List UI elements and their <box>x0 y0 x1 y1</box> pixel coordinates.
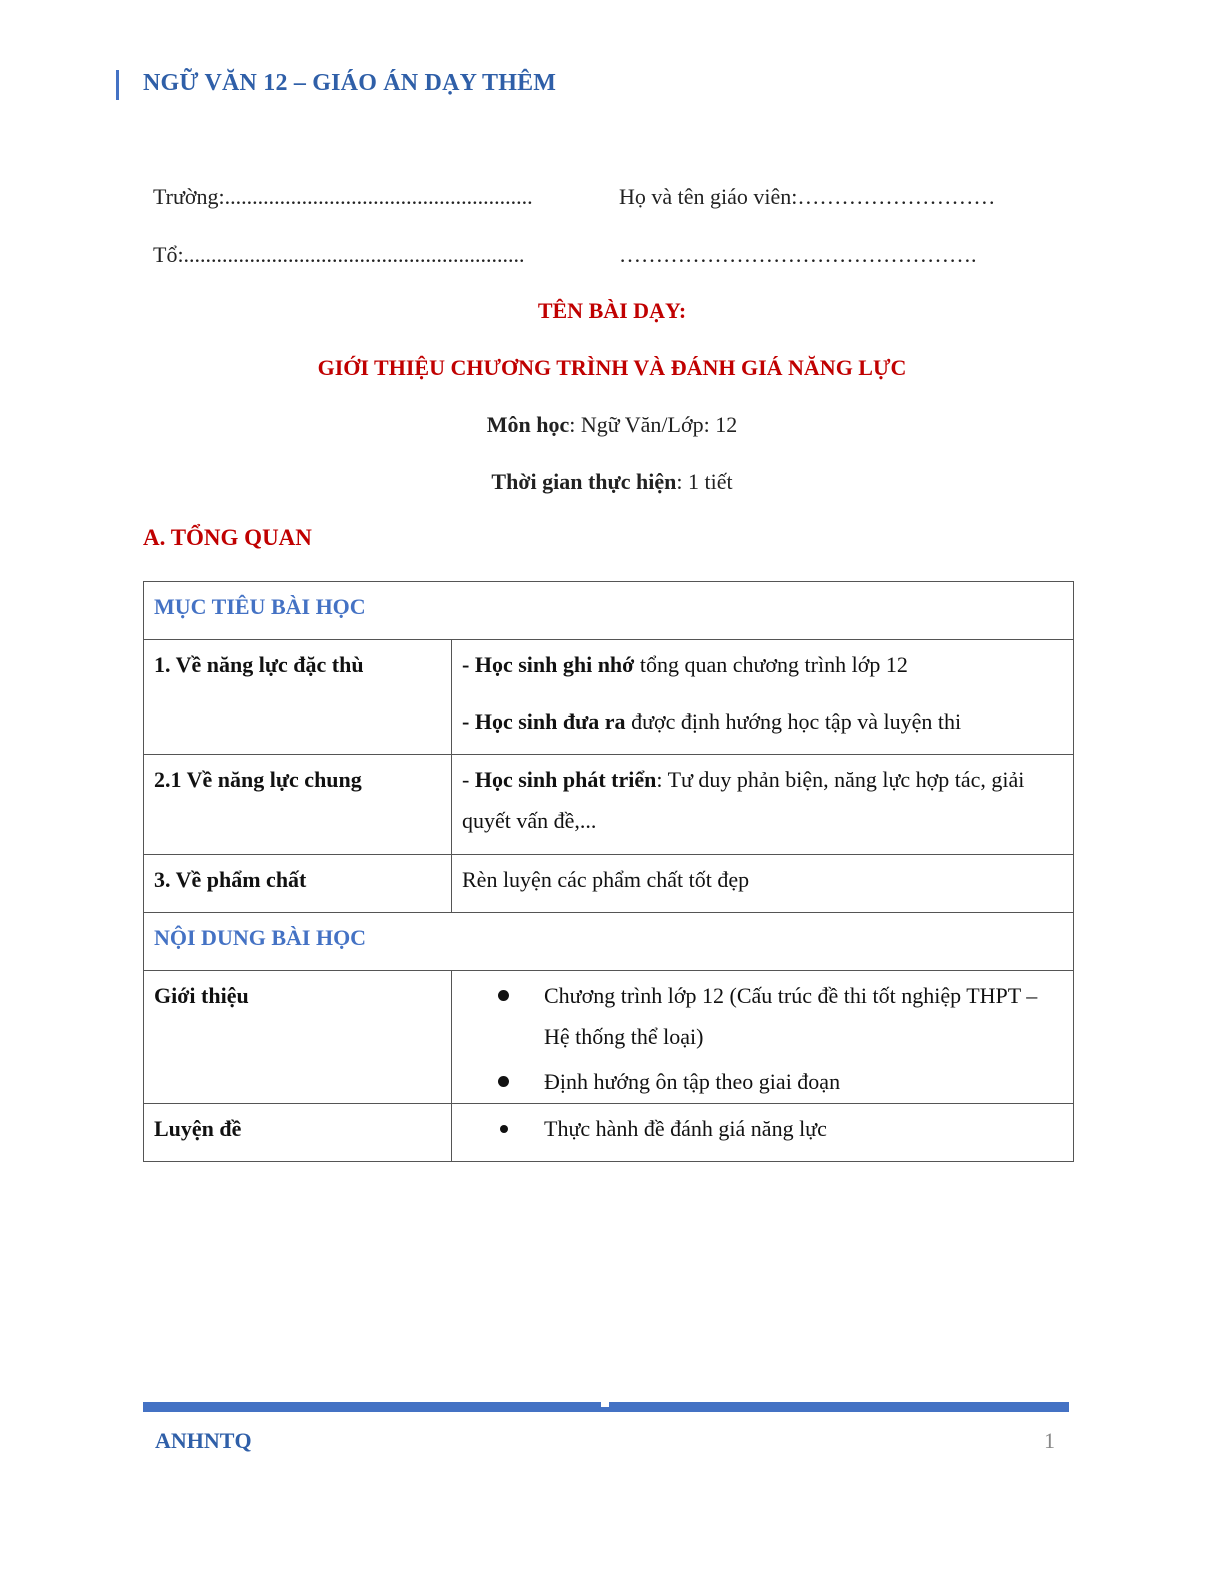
row-content <box>452 640 1074 755</box>
lesson-title: GIỚI THIỆU CHƯƠNG TRÌNH VÀ ĐÁNH GIÁ NĂNG LỰC <box>317 355 907 380</box>
content-line <box>462 644 1063 685</box>
bullet-list <box>462 1108 1063 1149</box>
body-text: được định hướng học tập và luyện thi <box>625 709 962 734</box>
row-label: Giới thiệu <box>144 971 452 1104</box>
school-field: Trường:........................................................ <box>153 184 533 209</box>
lesson-plan-table <box>143 581 1074 1162</box>
header-title: NGỮ VĂN 12 – GIÁO ÁN DẠY THÊM <box>143 70 557 96</box>
table-row <box>144 913 1074 971</box>
dash-prefix: - <box>462 767 475 792</box>
section-heading-a: A. TỔNG QUAN <box>143 525 312 550</box>
subject-line <box>0 412 1224 438</box>
row-content <box>452 755 1074 855</box>
objectives-heading: MỤC TIÊU BÀI HỌC <box>144 582 1074 640</box>
table-row <box>144 855 1074 913</box>
footer-author: ANHNTQ <box>155 1428 252 1453</box>
row-label: Luyện đề <box>144 1104 452 1162</box>
table-row <box>144 755 1074 855</box>
row-label: 3. Về phẩm chất <box>144 855 452 913</box>
body-text: : Tư duy phản biện, năng lực hợp tác, giải quyết vấn đề,... <box>462 767 1025 833</box>
bold-text: Học sinh phát triển <box>474 767 657 792</box>
list-item: Chương trình lớp 12 (Cấu trúc đề thi tốt nghiệp THPT – Hệ thống thể loại) <box>498 975 1063 1057</box>
lesson-label: TÊN BÀI DẠY: <box>537 298 687 323</box>
row-content: Rèn luyện các phẩm chất tốt đẹp <box>452 855 1074 913</box>
list-item: Định hướng ôn tập theo giai đoạn <box>498 1061 1063 1102</box>
teacher-name-field: Họ và tên giáo viên:……………………… <box>619 184 996 209</box>
subject-label: Môn học <box>486 412 570 437</box>
duration-line <box>0 469 1224 495</box>
duration-label: Thời gian thực hiện <box>491 469 677 494</box>
row-label: 1. Về năng lực đặc thù <box>144 640 452 755</box>
row-content <box>452 1104 1074 1162</box>
table-row <box>144 1104 1074 1162</box>
table-row <box>144 582 1074 640</box>
header-accent-bar <box>116 70 119 100</box>
table-row <box>144 971 1074 1104</box>
bullet-list <box>462 975 1063 1102</box>
bold-text: - Học sinh đưa ra <box>462 709 626 734</box>
department-field: Tổ:.............................................................. <box>153 242 525 267</box>
body-text: tổng quan chương trình lớp 12 <box>634 652 908 677</box>
footer-rule-gap <box>601 1402 609 1407</box>
content-line <box>462 701 1063 742</box>
row-content <box>452 971 1074 1104</box>
page-number: 1 <box>1044 1428 1055 1453</box>
duration-value: : 1 tiết <box>676 469 733 494</box>
bold-text: - Học sinh ghi nhớ <box>462 652 635 677</box>
list-item: Thực hành đề đánh giá năng lực <box>498 1108 1063 1149</box>
table-row <box>144 640 1074 755</box>
teacher-name-continuation: …………………………………………. <box>619 242 977 267</box>
row-label: 2.1 Về năng lực chung <box>144 755 452 855</box>
content-heading: NỘI DUNG BÀI HỌC <box>144 913 1074 971</box>
subject-value: : Ngữ Văn/Lớp: 12 <box>569 412 738 437</box>
